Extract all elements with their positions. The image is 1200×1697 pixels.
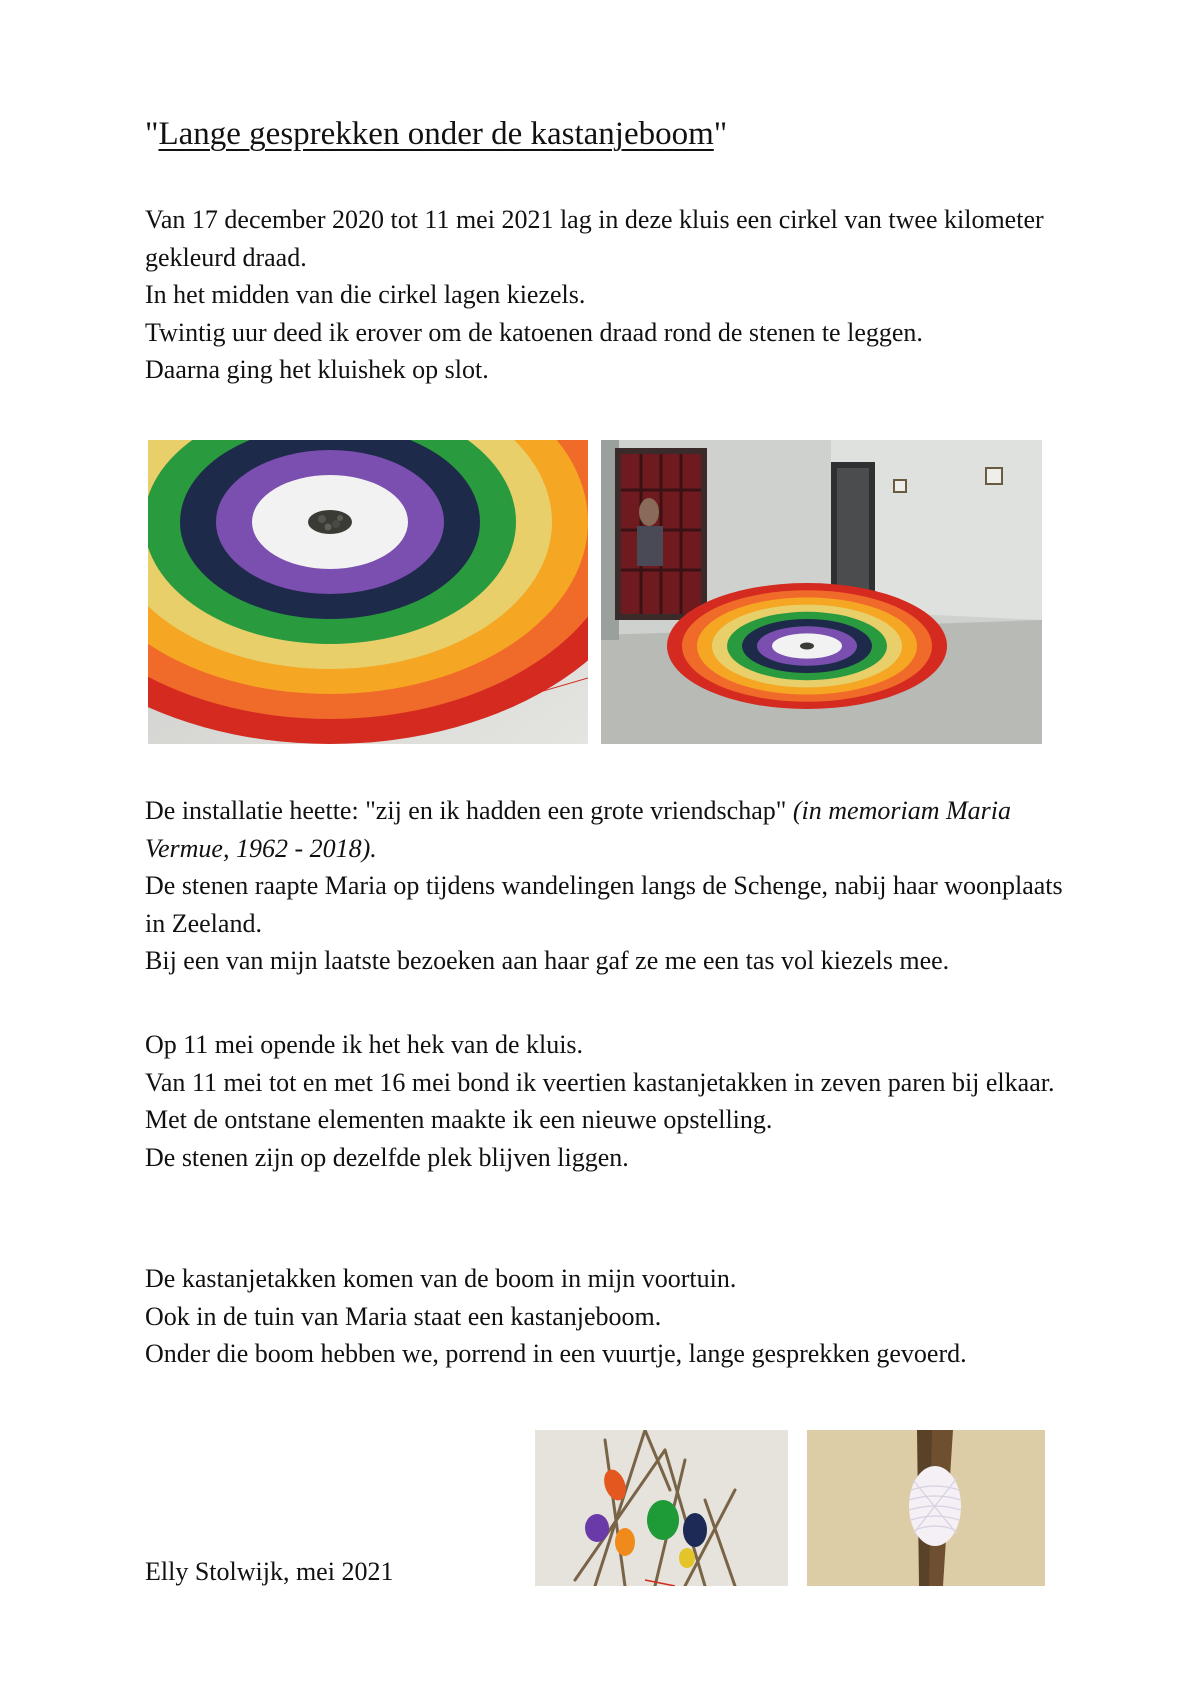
page-title	[145, 114, 727, 154]
intro-line: Daarna ging het kluishek op slot.	[145, 355, 489, 384]
chestnut-paragraph	[145, 1260, 1065, 1373]
installation-line: De stenen raapte Maria op tijdens wandelingen langs de Schenge, nabij haar woonplaats in Zeeland.	[145, 871, 1063, 938]
installation-name-line	[145, 792, 1065, 867]
installation-line: Bij een van mijn laatste bezoeken aan haar gaf ze me een tas vol kiezels mee.	[145, 946, 950, 975]
vault-room-photo	[601, 440, 1042, 744]
intro-paragraph	[145, 201, 1065, 389]
title-close-quote: "	[713, 116, 728, 152]
title-open-quote: "	[145, 116, 159, 152]
in-memoriam-note: (in memoriam Maria Vermue, 1962 - 2018)	[145, 796, 1011, 863]
title-text: Lange gesprekken onder de kastanjeboom	[158, 116, 714, 152]
intro-line: In het midden van die cirkel lagen kiezels.	[145, 280, 586, 309]
opening-paragraph	[145, 1026, 1065, 1176]
opening-line: De stenen zijn op dezelfde plek blijven liggen.	[145, 1142, 629, 1172]
signature: Elly Stolwijk, mei 2021	[145, 1557, 394, 1586]
installation-name: De installatie heette: "zij en ik hadden een grote vriendschap"	[145, 796, 793, 825]
wrapped-branch-closeup-photo	[807, 1430, 1045, 1586]
thread-circle-closeup-photo	[148, 440, 588, 744]
opening-line: Met de ontstane elementen maakte ik een nieuwe opstelling.	[145, 1105, 773, 1134]
chestnut-line: Onder die boom hebben we, porrend in een vuurtje, lange gesprekken gevoerd.	[145, 1339, 967, 1368]
in-memoriam-period: .	[370, 833, 377, 863]
chestnut-line: De kastanjetakken komen van de boom in mijn voortuin.	[145, 1264, 737, 1293]
chestnut-line: Ook in de tuin van Maria staat een kastanjeboom.	[145, 1301, 662, 1331]
opening-line: Van 11 mei tot en met 16 mei bond ik veertien kastanjetakken in zeven paren bij elkaar.	[145, 1067, 1055, 1097]
intro-line: Van 17 december 2020 tot 11 mei 2021 lag in deze kluis een cirkel van twee kilometer gekleurd draad.	[145, 205, 1044, 272]
opening-line: Op 11 mei opende ik het hek van de kluis.	[145, 1030, 584, 1059]
intro-line: Twintig uur deed ik erover om de katoenen draad rond de stenen te leggen.	[145, 317, 923, 347]
bound-branches-photo	[535, 1430, 788, 1586]
installation-paragraph	[145, 792, 1065, 980]
